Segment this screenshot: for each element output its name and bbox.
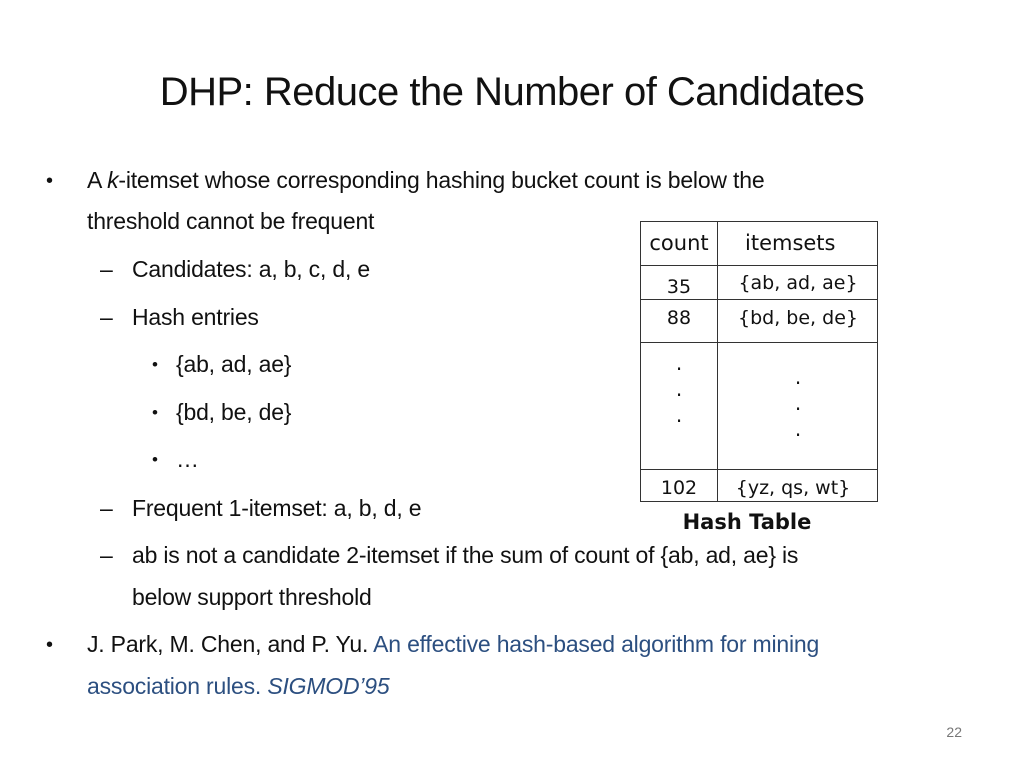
column-divider [717, 222, 718, 501]
row-2-count: 88 [666, 307, 692, 329]
row-2-itemsets: {bd, be, de} [738, 307, 858, 329]
candidates-text: Candidates: a, b, c, d, e [132, 256, 370, 282]
row-ellipsis-count: . . . [675, 351, 683, 427]
entry-2: {bd, be, de} [176, 399, 292, 425]
reference-paper-link-cont[interactable]: association rules. [87, 673, 262, 699]
slide-title: DHP: Reduce the Number of Candidates [159, 70, 865, 114]
bullet-icon: • [46, 634, 54, 656]
text: A [87, 167, 108, 193]
dash-icon: – [100, 495, 113, 521]
k-variable: k [107, 167, 119, 193]
dash-icon: – [100, 256, 113, 282]
hash-table [640, 221, 878, 502]
dash-icon: – [100, 304, 113, 330]
reference-authors: J. Park, M. Chen, and P. Yu. [87, 631, 374, 657]
row-divider [641, 469, 877, 470]
entry-1: {ab, ad, ae} [176, 351, 292, 377]
header-count: count [649, 231, 709, 255]
ab-condition-line-1: ab is not a candidate 2-itemset if the sum of count of {ab, ad, ae} is [132, 542, 799, 568]
hash-table-caption: Hash Table [682, 510, 812, 534]
page-number: 22 [946, 724, 962, 740]
bullet-icon: • [152, 355, 158, 374]
hash-entries-text: Hash entries [132, 304, 259, 330]
dash-icon: – [100, 542, 113, 568]
row-last-count: 102 [660, 477, 698, 499]
bullet-icon: • [46, 170, 54, 192]
reference-paper-link[interactable]: An effective hash-based algorithm for mining [373, 631, 820, 657]
entry-ellipsis: … [176, 446, 199, 472]
header-itemsets: itemsets [745, 231, 836, 255]
bullet-icon: • [152, 450, 158, 469]
reference-venue: SIGMOD’95 [267, 673, 390, 699]
row-divider [641, 342, 877, 343]
bullet-1-line-2: threshold cannot be frequent [87, 208, 375, 234]
row-last-itemsets: {yz, qs, wt} [735, 477, 851, 499]
row-divider [641, 265, 877, 266]
row-divider [641, 299, 877, 300]
row-ellipsis-itemsets: . . . [794, 365, 802, 441]
reference-line-2 [87, 673, 390, 700]
bullet-icon: • [152, 403, 158, 422]
reference-line-1 [87, 631, 819, 658]
text: -itemset whose corresponding hashing bucket count is below the [118, 167, 765, 193]
frequent-itemset-text: Frequent 1-itemset: a, b, d, e [132, 495, 422, 521]
ab-condition-line-2: below support threshold [132, 584, 372, 610]
bullet-1-line-1 [87, 167, 764, 194]
row-1-count: 35 [666, 276, 692, 298]
row-1-itemsets: {ab, ad, ae} [738, 272, 858, 294]
